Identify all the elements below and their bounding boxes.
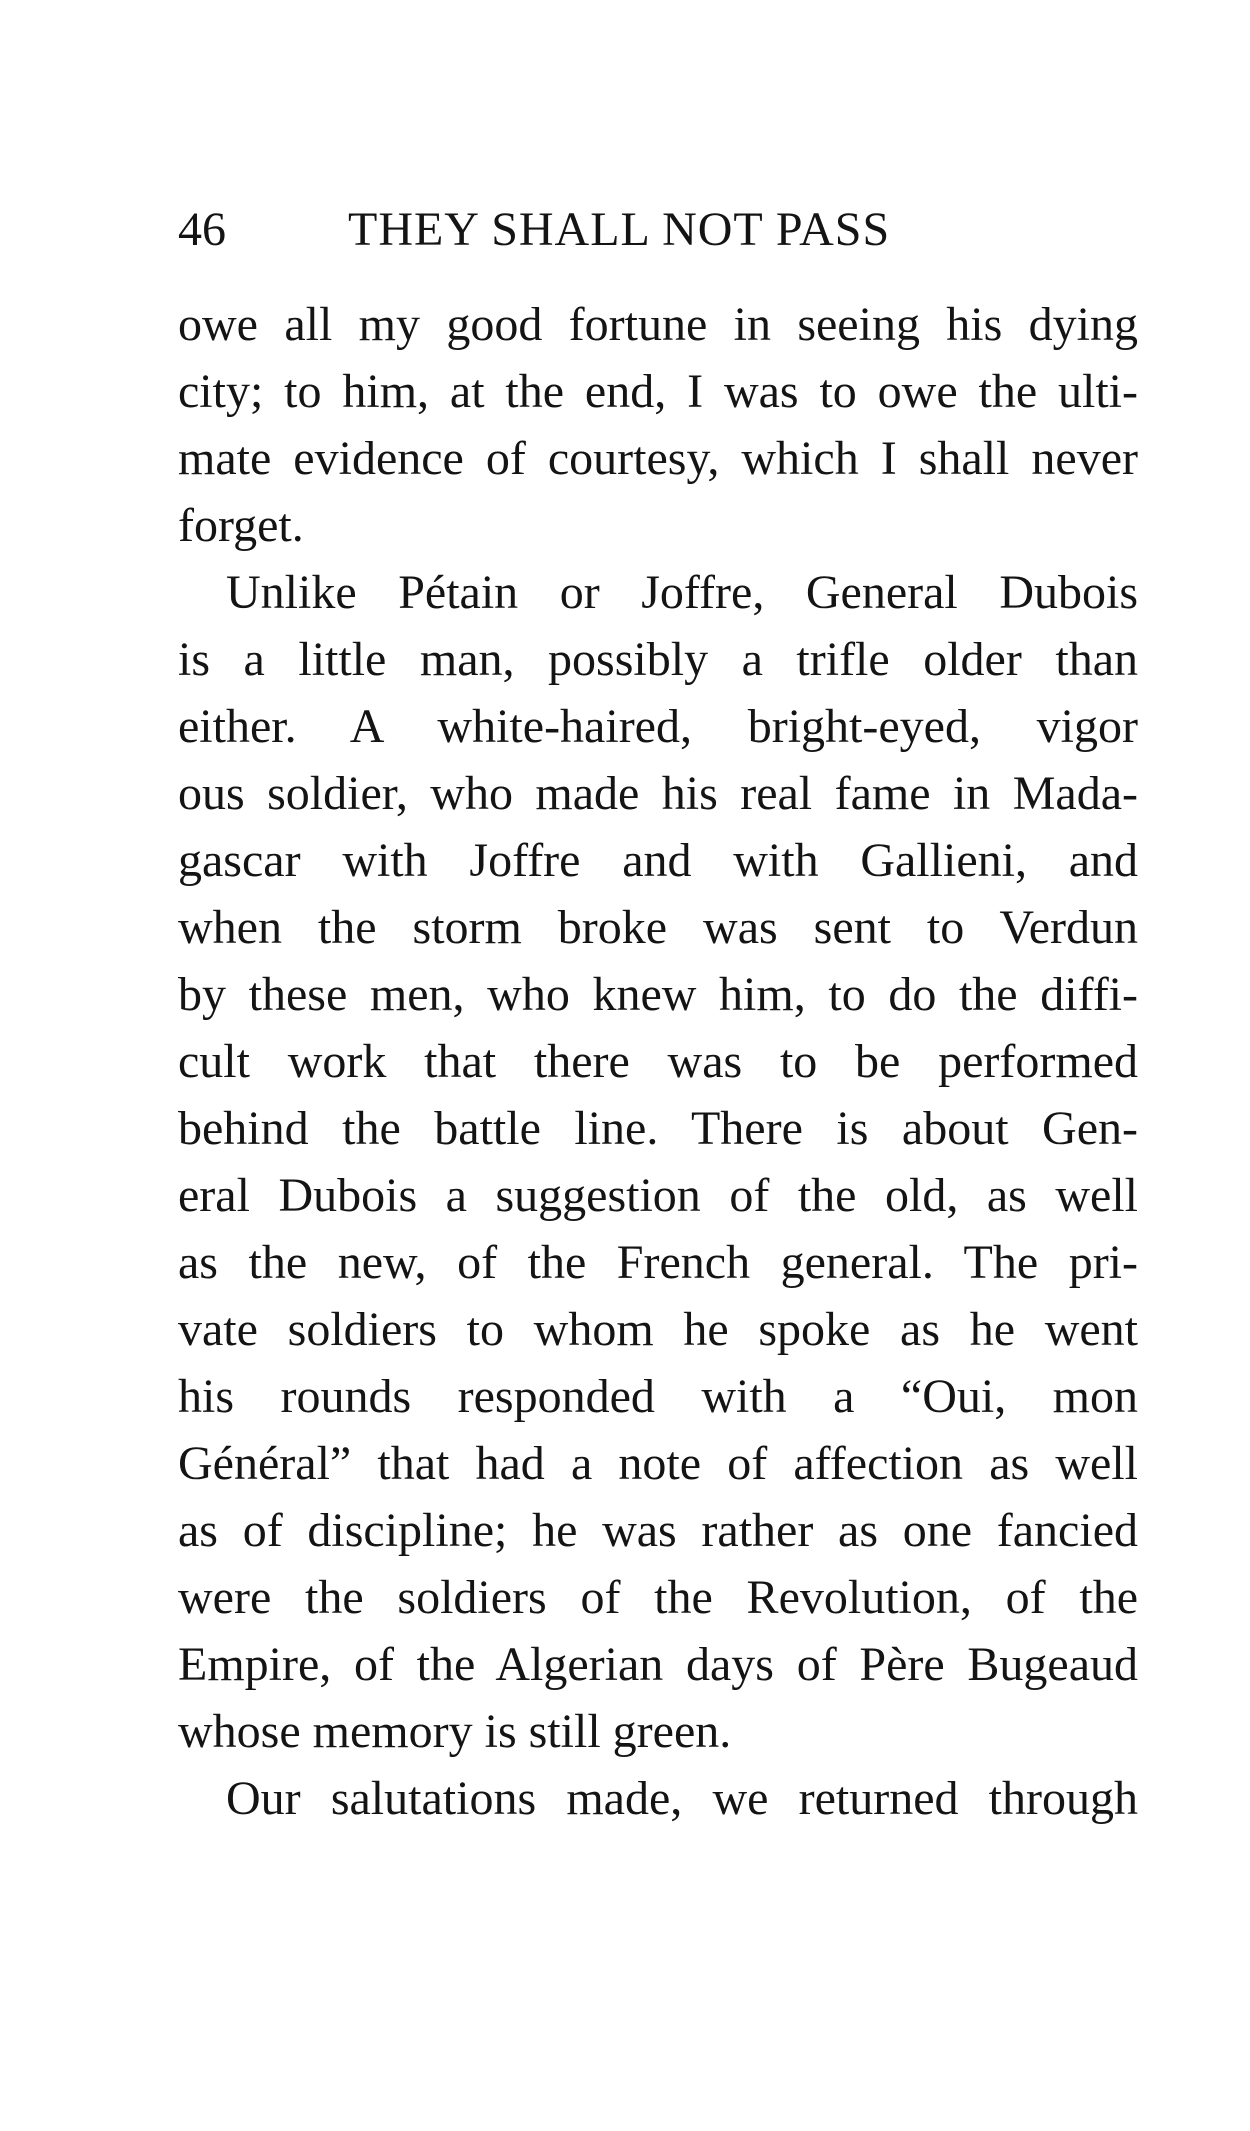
text-line: behind the battle line. There is about Gen- bbox=[178, 1102, 1138, 1155]
text-line: were the soldiers of the Revolution, of the bbox=[178, 1571, 1138, 1624]
text-line: vate soldiers to whom he spoke as he went bbox=[178, 1303, 1138, 1356]
text-line: is a little man, possibly a trifle older than bbox=[178, 633, 1138, 686]
paragraph-start-line: Our salutations made, we returned through bbox=[226, 1772, 1138, 1825]
text-line: cult work that there was to be performed bbox=[178, 1035, 1138, 1088]
text-line: as the new, of the French general. The pri- bbox=[178, 1236, 1138, 1289]
text-line: ous soldier, who made his real fame in Mada- bbox=[178, 767, 1138, 820]
running-head bbox=[178, 200, 1138, 260]
text-line: Empire, of the Algerian days of Père Bugeaud bbox=[178, 1638, 1138, 1691]
text-line: owe all my good fortune in seeing his dying bbox=[178, 298, 1138, 351]
book-title: THEY SHALL NOT PASS bbox=[348, 203, 891, 256]
text-line: mate evidence of courtesy, which I shall never bbox=[178, 432, 1138, 485]
text-line: gascar with Joffre and with Gallieni, and bbox=[178, 834, 1138, 887]
text-line: eral Dubois a suggestion of the old, as well bbox=[178, 1169, 1138, 1222]
text-line: as of discipline; he was rather as one fancied bbox=[178, 1504, 1138, 1557]
text-line: Général” that had a note of affection as well bbox=[178, 1437, 1138, 1490]
text-line: when the storm broke was sent to Verdun bbox=[178, 901, 1138, 954]
page-number: 46 bbox=[178, 203, 226, 256]
text-line: either. A white-haired, bright-eyed, vigor bbox=[178, 700, 1138, 753]
text-line: city; to him, at the end, I was to owe the ulti- bbox=[178, 365, 1138, 418]
text-line: by these men, who knew him, to do the diffi- bbox=[178, 968, 1138, 1021]
text-line: forget. bbox=[178, 499, 304, 552]
text-line: whose memory is still green. bbox=[178, 1705, 732, 1758]
body-text bbox=[178, 291, 1138, 1832]
text-line: his rounds responded with a “Oui, mon bbox=[178, 1370, 1138, 1423]
paragraph-start-line: Unlike Pétain or Joffre, General Dubois bbox=[226, 566, 1138, 619]
